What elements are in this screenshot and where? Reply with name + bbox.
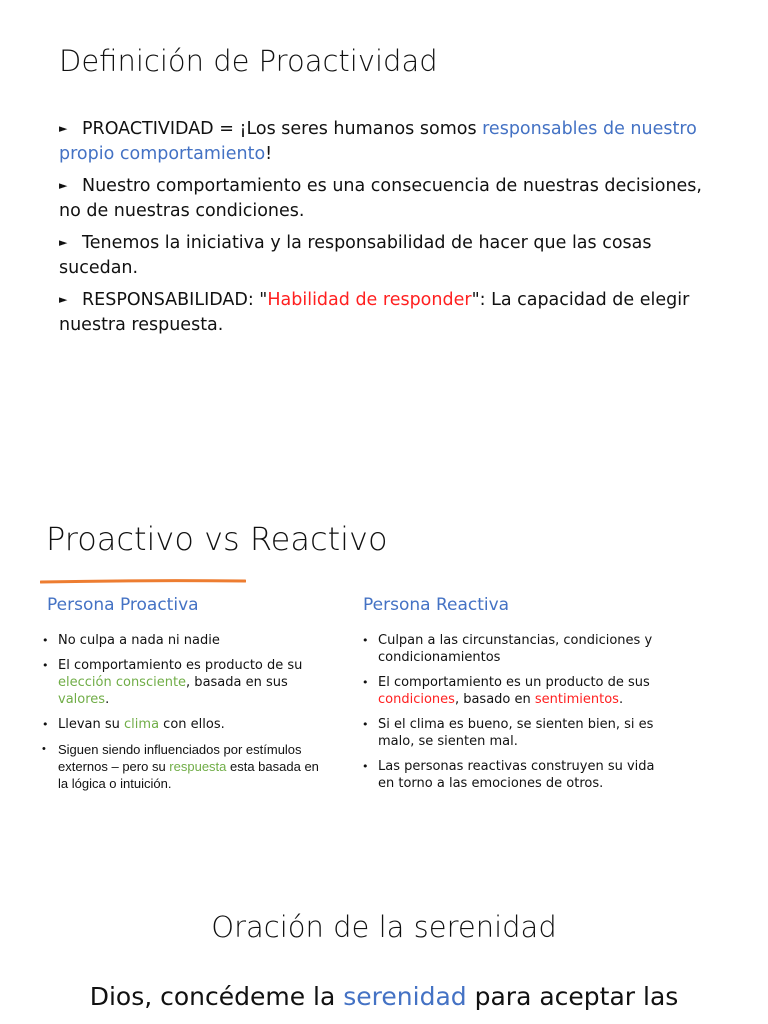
title-underline: [40, 579, 246, 584]
column-heading-proactiva: Persona Proactiva: [47, 595, 199, 615]
bullet-list: [59, 116, 729, 344]
list-item: • Las personas reactivas construyen su vida en torno a las emociones de otros.: [362, 759, 655, 791]
bullet-item: ► Nuestro comportamiento es una consecuencia de nuestras decisiones, no de nuestras condiciones.: [59, 173, 729, 224]
triangle-bullet-icon: ►: [59, 122, 68, 135]
proactiva-list: [40, 632, 330, 800]
bullet-dot-icon: •: [42, 659, 49, 672]
list-item: • Llevan su clima con ellos.: [42, 717, 225, 732]
bullet-item: ► RESPONSABILIDAD: "Habilidad de responder": La capacidad de elegir nuestra respuesta.: [59, 287, 729, 338]
slide-title: Oración de la serenidad: [211, 910, 557, 944]
list-item: • Culpan a las circunstancias, condiciones y condicionamientos: [362, 633, 653, 665]
bullet-dot-icon: •: [42, 718, 49, 731]
prayer-text: Dios, concédeme la serenidad para aceptar las: [89, 982, 679, 1011]
bullet-dot-icon: •: [362, 676, 369, 689]
triangle-bullet-icon: ►: [59, 179, 68, 192]
bullet-dot-icon: •: [362, 634, 369, 647]
list-item: • Siguen siendo influenciados por estímulos externos – pero su respuesta esta basada en la lógica o intuición.: [42, 742, 319, 791]
list-item: • Si el clima es bueno, se sienten bien, si es malo, se sienten mal.: [362, 717, 654, 749]
slide-title: Definición de Proactividad: [59, 44, 438, 78]
list-item: • El comportamiento es producto de su elección consciente, basada en sus valores.: [42, 658, 303, 707]
triangle-bullet-icon: ►: [59, 236, 68, 249]
column-heading-reactiva: Persona Reactiva: [363, 595, 510, 615]
slide-title: Proactivo vs Reactivo: [46, 520, 388, 558]
bullet-item: ► Tenemos la iniciativa y la responsabilidad de hacer que las cosas sucedan.: [59, 230, 729, 281]
triangle-bullet-icon: ►: [59, 293, 68, 306]
bullet-dot-icon: •: [42, 634, 49, 647]
bullet-dot-icon: •: [362, 718, 369, 731]
bullet-item: ► PROACTIVIDAD = ¡Los seres humanos somos responsables de nuestro propio comportamiento!: [59, 116, 729, 167]
slide-definicion: [0, 0, 768, 470]
list-item: • El comportamiento es un producto de sus condiciones, basado en sentimientos.: [362, 675, 650, 707]
bullet-dot-icon: •: [42, 743, 46, 755]
slide-proactivo-vs-reactivo: [0, 500, 768, 850]
slide-oracion-serenidad: [0, 870, 768, 1024]
reactiva-list: [360, 632, 665, 800]
list-item: • No culpa a nada ni nadie: [42, 633, 220, 648]
bullet-dot-icon: •: [362, 760, 369, 773]
